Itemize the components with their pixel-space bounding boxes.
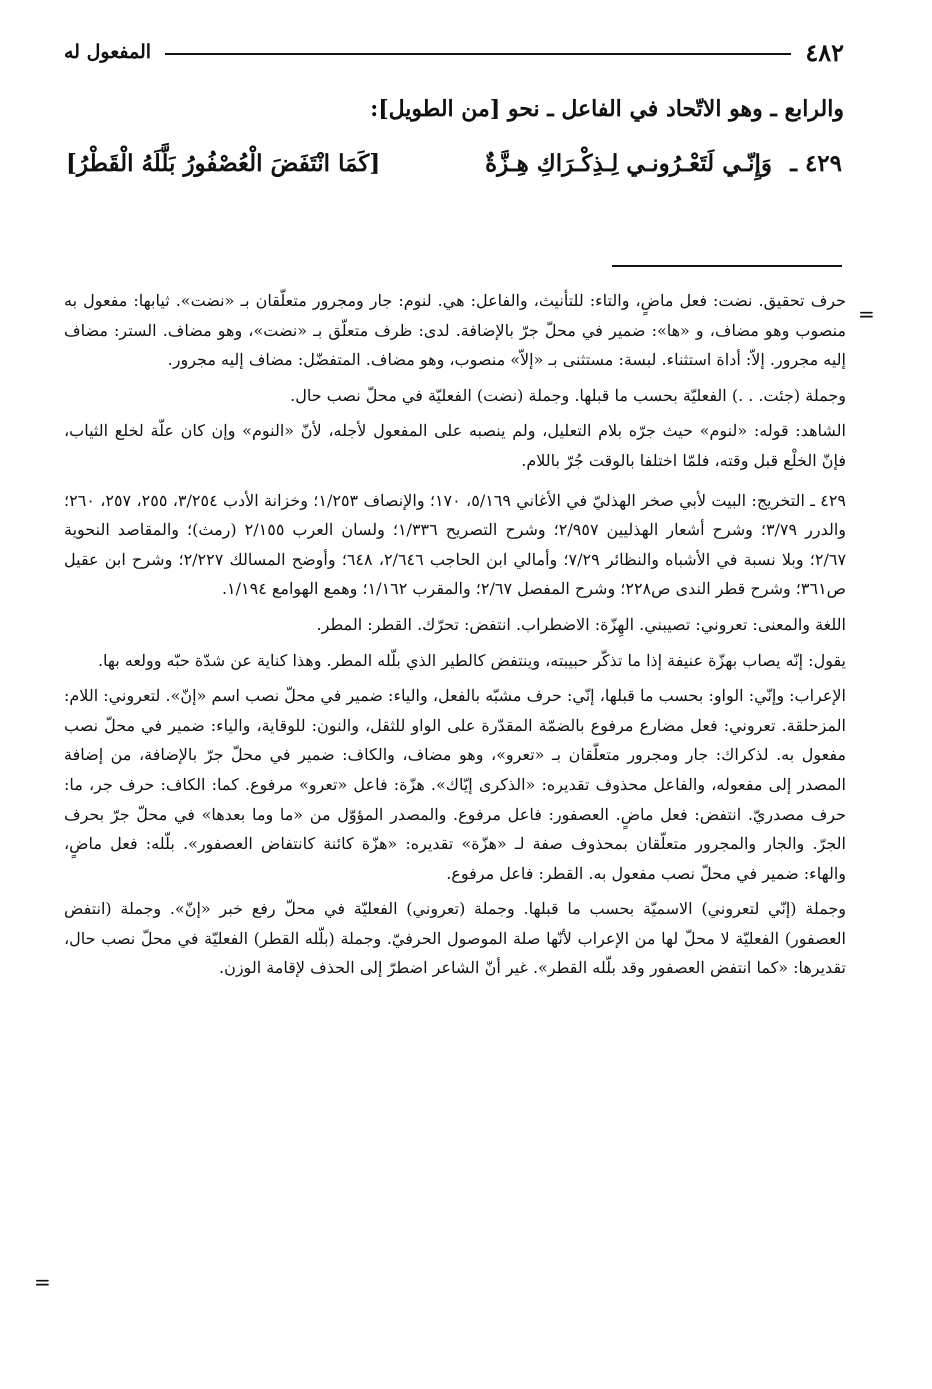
footnotes-body <box>64 286 846 989</box>
continuation-mark-top: = <box>858 302 875 326</box>
page-number: ٤٨٢ <box>805 37 844 67</box>
footnote-paragraph-1: حرف تحقيق. نضت: فعل ماضٍ، والتاء: للتأنيث، والفاعل: هي. لنوم: جار ومجرور متعلّقان بـ «نضت». ثيابها: مفعول به منصوب وهو مضاف، و «ها»: ضمير في محلّ جرّ بالإضافة. لدى: ظرف متعلّق بـ «نضت»، وهو مضاف. الستر: مضاف إليه مجرور. إلاّ: أداة استثناء. لبسة: مستثنى بـ «إلاّ» منصوب، وهو مضاف. المتفضّل: مضاف إليه مجرور. <box>64 291 847 370</box>
footnote-takhrij: ٤٢٩ ـ التخريج: البيت لأبي صخر الهذليّ في الأغاني ٥/١٦٩، ١٧٠؛ والإنصاف ١/٢٥٣؛ وخزانة الأدب ٣/٢٥٤، ٢٥٥، ٢٥٧، ٢٦٠؛ والدرر ٣/٧٩؛ وشرح أشعار الهذليين ٢/٩٥٧؛ وشرح التصريح ١/٣٣٦؛ ولسان العرب ٢/١٥٥ (رمث)؛ والمقاصد النحوية ٢/٦٧؛ وبلا نسبة في الأشباه والنظائر ٧/٢٩؛ وأمالي ابن الحاجب ٢/٦٤٦، ٦٤٨؛ وأوضح المسالك ٢/٢٢٧؛ وشرح ابن عقيل ص٣٦١؛ وشرح قطر الندى ص٢٢٨؛ وشرح المفصل ٢/٦٧؛ والمقرب ١/١٦٢؛ وهمع الهوامع ١/١٩٤. <box>64 490 847 599</box>
footnote-separator <box>612 265 842 267</box>
poetry-verse <box>66 142 842 192</box>
continuation-mark-bottom: = <box>34 1270 51 1294</box>
verse-first-hemistich: وَإِنّـي لَتَعْـرُونـي لِـذِكْـرَاكِ هِـزَّةٌ <box>485 150 772 177</box>
chapter-title: المفعول له <box>64 41 152 63</box>
footnote-paragraph-3: الشاهد: قوله: «لنوم» حيث جرّه بلام التعليل، ولم ينصبه على المفعول لأجله، لأنّ «النوم» وإن كان علّة لخلع الثياب، فإنّ الخلْع قبل وقته، فلمّا اختلفا بالوقت جُرّ باللام. <box>64 421 846 470</box>
page-header <box>64 36 844 68</box>
footnote-sentences: وجملة (إنّي لتعروني) الاسميّة بحسب ما قبلها. وجملة (تعروني) الفعليّة في محلّ رفع خبر «إنّ». وجملة (انتفض العصفور) الفعليّة لا محلّ لها من الإعراب لأنّها صلة الموصول الحرفيّ. وجملة (بلّله القطر) الفعليّة في محلّ نصب حال، تقديرها: «كما انتفض العصفور وقد بلّله القطر». غير أنّ الشاعر اضطرّ إلى الحذف لإقامة الوزن. <box>64 899 847 978</box>
footnote-parsing: الإعراب: وإنّي: الواو: بحسب ما قبلها، إنّي: حرف مشبّه بالفعل، والياء: ضمير في محلّ نصب اسم «إنّ». لتعروني: اللام: المزحلقة. تعروني: فعل مضارع مرفوع بالضمّة المقدّرة على الواو للثقل، والنون: للوقاية، والياء: ضمير في محلّ نصب مفعول به. لذكراك: جار ومجرور متعلّقان بـ «تعرو»، وهو مضاف، والكاف: ضمير في محلّ جرّ بالإضافة، من إضافة المصدر إلى مفعوله، والفاعل محذوف تقديره: «الذكرى إيّاك». هزّة: فاعل «تعرو» مرفوع. كما: الكاف: حرف جر، ما: حرف مصدريّ. انتفض: فعل ماضٍ. العصفور: فاعل مرفوع. والمصدر المؤوّل من «ما وما بعدها» في محلّ جرّ بحرف الجرّ. والجار والمجرور متعلّقان بمحذوف صفة لـ «هزّة» تقديره: «هزّة كائنة كانتفاض العصفور». بلّله: فعل ماضٍ، والهاء: ضمير في محلّ نصب مفعول به. القطر: فاعل مرفوع. <box>64 686 847 883</box>
verse-number: ٤٢٩ ـ <box>790 150 842 177</box>
intro-line: والرابع ـ وهو الاتّحاد في الفاعل ـ نحو [من الطويل]: <box>370 96 844 122</box>
footnote-paragraph-2: وجملة (جئت. . .) الفعليّة بحسب ما قبلها. وجملة (نضت) الفعليّة في محلّ نصب حال. <box>290 385 846 405</box>
footnote-explanation: يقول: إنّه يصاب بهزّة عنيفة إذا ما تذكّر حبيبته، وينتفض كالطير الذي بلّله المطر. وهذا كناية عن شدّة حبّه وولعه بها. <box>97 650 846 670</box>
footnote-language-meaning: اللغة والمعنى: تعروني: تصيبني. الهِزّة: الاضطراب. انتفض: تحرّك. القطر: المطر. <box>316 614 846 634</box>
verse-second-hemistich: [كَمَا انْتَفَضَ الْعُصْفُورُ بَلَّلَهُ الْقَطْرُ] <box>66 150 381 177</box>
header-rule <box>165 53 791 55</box>
